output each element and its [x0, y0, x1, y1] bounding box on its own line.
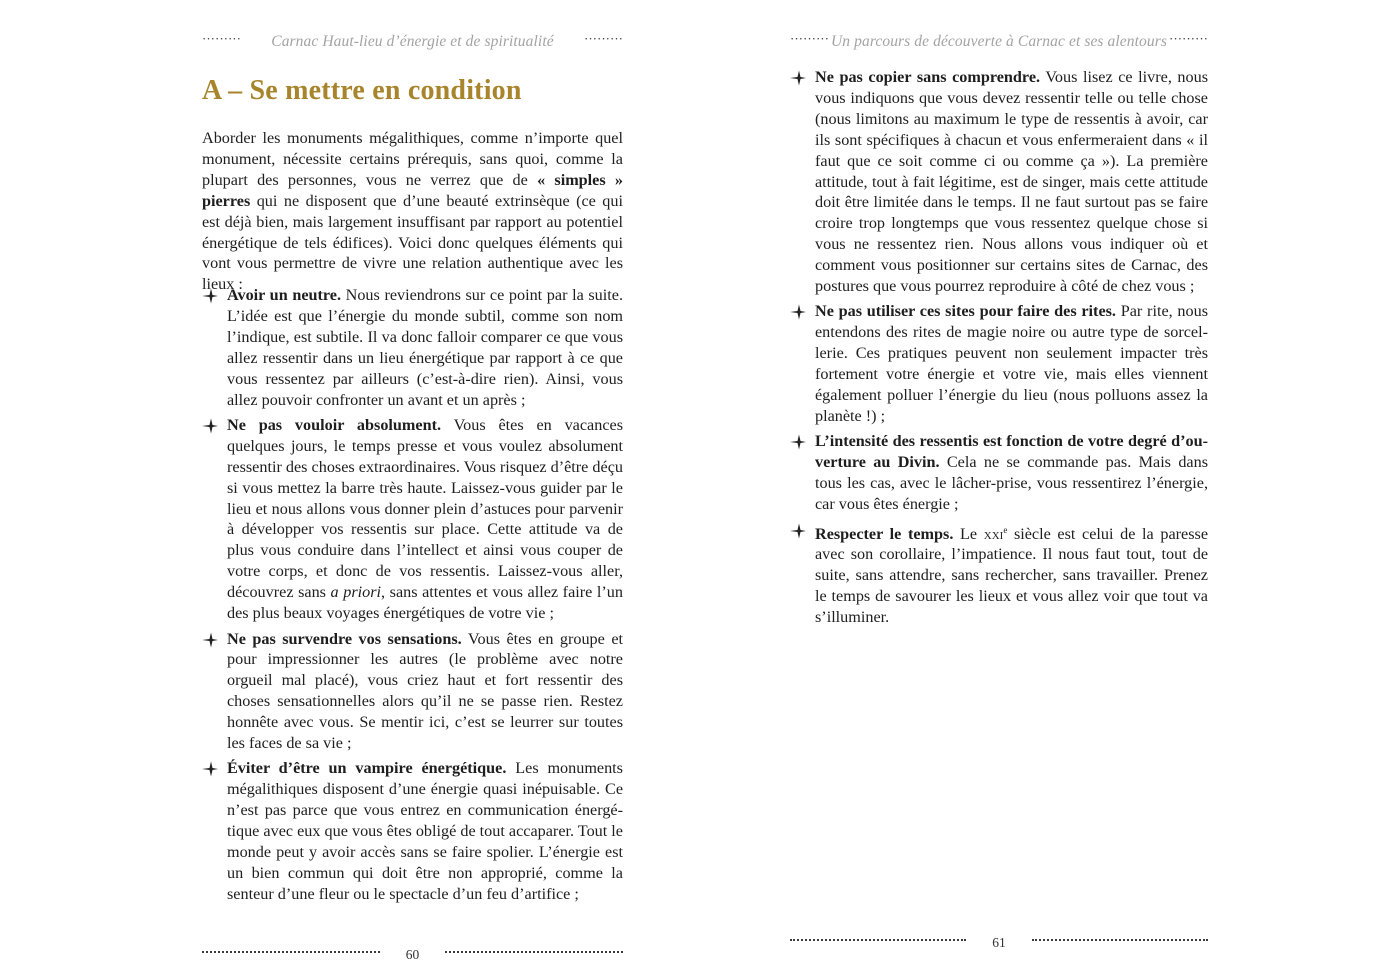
page-footer [790, 932, 1208, 954]
four-pointed-star-icon [202, 632, 220, 648]
list-item-lead: L’intensité des ressentis est fonction de votre degré d’ouverture au Divin. [815, 432, 1208, 472]
list-item [202, 415, 623, 624]
list-item-text: Par rite, nous entendons des rites de magie noire ou autre type de sorcellerie. Ces pratiques peuvent non seulement impacter très fortement votre énergie et votre vie, mais elles viennent également polluer l’énergie du lieu (nous polluons assez la planète !) ; [815, 302, 1208, 425]
four-pointed-star-icon [790, 523, 808, 539]
chapter-title: A – Se mettre en condition [202, 75, 522, 106]
list-item-text: Les monuments mégalithiques disposent d’une énergie quasi inépuisable. Ce n’est pas parce que vous entrez en communication énergétique avec eux que vous êtes obligé de tout accaparer. Tout le monde peut y avoir accès sans se faire spolier. L’énergie est un bien commun qui doit être non approprié, comme la senteur d’une fleur ou le spectacle d’un feu d’artifice ; [227, 759, 623, 903]
running-head-title: Carnac Haut-lieu d’énergie et de spiritualité [271, 33, 554, 50]
list-item-lead: Ne pas vouloir absolument. [227, 415, 442, 434]
list-item [202, 629, 623, 754]
list-item [202, 285, 623, 410]
running-head [790, 30, 1208, 54]
running-head-dots-right: ········· [1169, 30, 1208, 46]
list-item-lead: Ne pas survendre vos sensations. [227, 629, 462, 648]
list-item-text: Cela ne se commande pas. Mais dans tous les cas, avec le lâcher-prise, vous ressentirez l’énergie, car vous êtes énergie ; [815, 453, 1208, 514]
list-item-italic: a priori [330, 583, 382, 602]
list-item [790, 431, 1208, 515]
list-item [790, 520, 1208, 629]
condition-list [202, 285, 623, 909]
four-pointed-star-icon [790, 70, 808, 86]
running-head [202, 30, 623, 54]
list-item-lead: Ne pas utiliser ces sites pour faire des rites. [815, 302, 1116, 321]
list-item-text: Vous êtes en vacances quelques jours, le temps presse et vous voulez absolument ressentir des choses extraordinaires. Vous risquez d’être déçu si vous mettez la barre très haute. Laissez-vous guider par le lieu et nous allons vous donner plein d’astuces pour parvenir à développer vos ressentis sur place. Cette attitude va de plus vous conduire dans l’intellect et ainsi vous couper de votre corps, et donc de vos ressentis. Laissez-vous aller, découvrez sans [227, 415, 623, 602]
list-item-lead: Respecter le temps. [815, 524, 954, 543]
footer-dotted-rule-right [1032, 939, 1208, 941]
list-item [790, 67, 1208, 297]
condition-list-continued [790, 67, 1208, 633]
intro-bold-text: « simples » pierres [202, 170, 623, 210]
list-item-text-after: , sans attentes et vous allez faire l’un des plus beaux voyages énergétiques de votre vie ; [227, 583, 623, 623]
page-footer [202, 944, 623, 966]
four-pointed-star-icon [790, 434, 808, 450]
page-number: 61 [992, 935, 1006, 950]
four-pointed-star-icon [202, 761, 220, 777]
intro-text-after: qui ne disposent que d’une beauté extrinsèque (ce qui est déjà bien, mais largement insuffisant par rapport au potentiel énergétique de tels édifices). Voici donc quelques éléments qui vont vous permettre de vivre une relation authentique avec les lieux : [202, 191, 623, 294]
running-head-dots-left: ········· [202, 30, 241, 46]
list-item-text-after: siècle est celui de la paresse avec son corollaire, l’impatience. Il nous faut tout, tout de suite, sans attendre, sans rechercher, sans travailler. Prenez le temps de savourer les lieux et vous allez voir que tout va s’illuminer. [815, 524, 1209, 627]
list-item-lead: Éviter d’être un vampire énergétique. [227, 759, 507, 778]
list-item-lead: Avoir un neutre. [227, 286, 342, 304]
four-pointed-star-icon [790, 304, 808, 320]
footer-dotted-rule-left [790, 939, 966, 941]
right-page [790, 0, 1208, 980]
list-item-lead: Ne pas copier sans comprendre. [815, 68, 1041, 86]
century-superscript: e [1003, 524, 1008, 535]
list-item-text: Le [953, 524, 984, 543]
four-pointed-star-icon [202, 288, 220, 304]
footer-dotted-rule-right [445, 951, 623, 953]
intro-paragraph [202, 128, 623, 295]
list-item-text: Nous reviendrons sur ce point par la suite. L’idée est que l’énergie du monde subtil, comme son nom l’indique, est subtile. Il va donc falloir comparer ce que vous allez ressentir dans un lieu énergétique par rapport à ce que vous ressentez par ailleurs (c’est-à-dire rien). Ainsi, vous allez pouvoir confronter un avant et un après ; [227, 286, 624, 409]
left-page [202, 0, 623, 980]
list-item [790, 301, 1208, 426]
century-numeral: xxi [983, 524, 1004, 543]
page-number: 60 [405, 947, 420, 962]
intro-text-before: Aborder les monuments mégalithiques, comme n’importe quel monument, nécessite certains prérequis, sans quoi, comme la plupart des personnes, vous ne verrez que de [202, 129, 623, 189]
list-item-text: Vous lisez ce livre, nous vous indiquons que vous devez ressentir telle ou telle chose (nous limitons au maximum le type de ressentis à avoir, car ils sont spécifiques à chacun et vous enfermeraient dans « il faut que ce soit comme ci ou comme ça »). La première attitude, tout à fait légitime, est de singer, mais cette attitude doit être limitée dans le temps. Il ne faut surtout pas se faire croire trop longtemps que vous ressentez quelque chose si vous ne ressentez rien. Nous allons vous indiquer où et comment vous positionner sur certains sites de Carnac, des postures que vous pourrez reproduire à côté de chez vous ; [815, 68, 1209, 296]
list-item-text: Vous êtes en groupe et pour impressionner les autres (le problème avec notre orgueil mal placé), vous criez haut et fort ressentir des choses sensationnelles alors qu’il ne se passe rien. Restez honnête avec vous. Se mentir ici, c’est se leurrer sur toutes les faces de sa vie ; [227, 629, 623, 753]
running-head-title: Un parcours de découverte à Carnac et ses alentours [831, 33, 1167, 50]
footer-dotted-rule-left [202, 951, 380, 953]
running-head-dots-right: ········· [584, 30, 623, 46]
list-item [202, 758, 623, 904]
running-head-dots-left: ········· [790, 30, 829, 46]
four-pointed-star-icon [202, 418, 220, 434]
